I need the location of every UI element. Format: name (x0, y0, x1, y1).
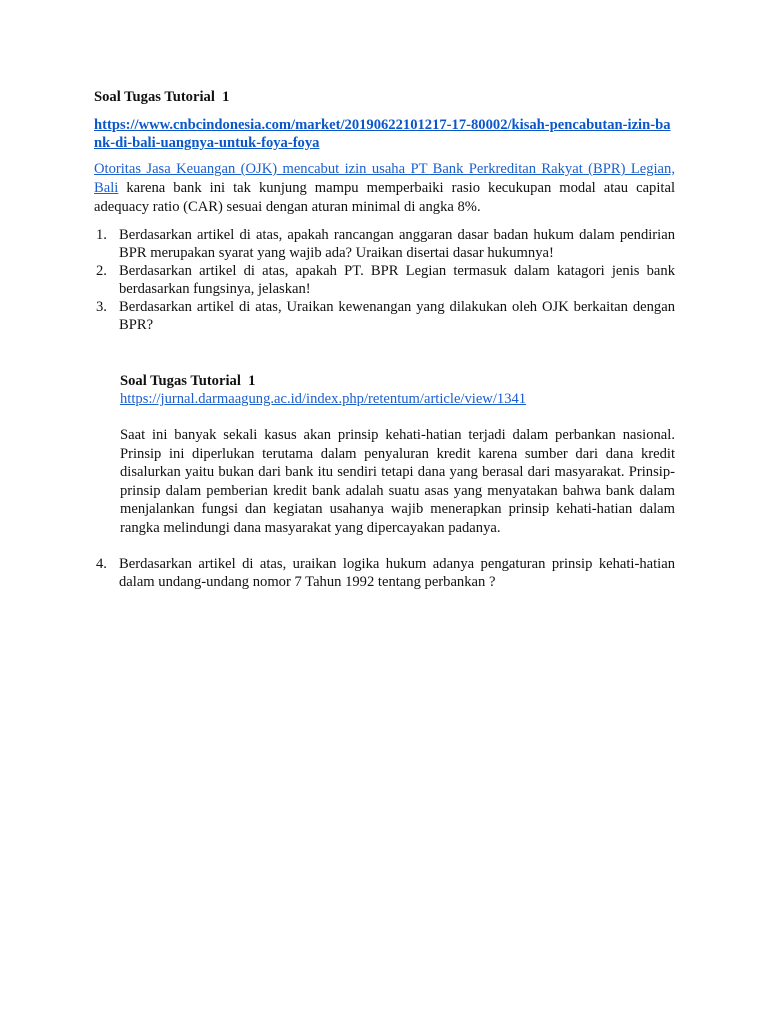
intro-text: karena bank ini tak kunjung mampu memperbaiki rasio kecukupan modal atau capital adequacy ratio (CAR) sesuai dengan aturan minimal di angka 8%. (94, 180, 675, 215)
question-item (94, 226, 675, 262)
question-list (94, 226, 675, 334)
question-text: Berdasarkan artikel di atas, apakah PT. BPR Legian termasuk dalam katagori jenis bank berdasarkan fungsinya, jelaskan! (119, 263, 675, 297)
question-item (94, 298, 675, 334)
question-number: 4. (96, 556, 107, 572)
intro-link[interactable]: Otoritas Jasa Keuangan (OJK) mencabut izin usaha PT Bank Perkreditan Rakyat (BPR) Legian, Bali (94, 161, 675, 196)
question-text: Berdasarkan artikel di atas, apakah rancangan anggaran dasar badan hukum dalam pendirian BPR merupakan syarat yang wajib ada? Uraikan disertai dasar hukumnya! (119, 227, 675, 261)
section2-title: Soal Tugas Tutorial 1 (120, 373, 256, 389)
question-number: 3. (96, 299, 107, 315)
question-item (94, 262, 675, 298)
question-number: 1. (96, 227, 107, 243)
question-list-2 (94, 555, 675, 591)
section2-paragraph: Saat ini banyak sekali kasus akan prinsip kehati-hatian terjadi dalam perbankan nasional. Prinsip ini diperlukan terutama dalam penyaluran kredit karena sumber dari dana kredit disalurkan yaitu bukan dari bank itu sendiri tetapi dana yang berasal dari masyarakat. Prinsip-prinsip dalam pemberian kredit bank adalah suatu asas yang menyatakan bahwa bank dalam menjalankan fungsi dan kegiatan usahanya wajib menerapkan prinsip kehati-hatian dalam rangka melindungi dana masyarakat yang dipercayakan padanya. (120, 427, 675, 536)
question-item (94, 555, 675, 591)
second-section (120, 372, 675, 537)
question-number: 2. (96, 263, 107, 279)
question-text: Berdasarkan artikel di atas, uraikan logika hukum adanya pengaturan prinsip kehati-hatian dalam undang-undang nomor 7 Tahun 1992 tentang perbankan ? (119, 556, 675, 590)
section2-link[interactable]: https://jurnal.darmaagung.ac.id/index.php/retentum/article/view/1341 (120, 391, 527, 407)
intro-paragraph (94, 160, 675, 217)
question-text: Berdasarkan artikel di atas, Uraikan kewenangan yang dilakukan oleh OJK berkaitan dengan BPR? (119, 299, 675, 333)
document-title: Soal Tugas Tutorial 1 (94, 89, 230, 105)
source-link[interactable]: https://www.cnbcindonesia.com/market/20190622101217-17-80002/kisah-pencabutan-izin-bank-di-bali-uangnya-untuk-foya-foya (94, 117, 671, 151)
